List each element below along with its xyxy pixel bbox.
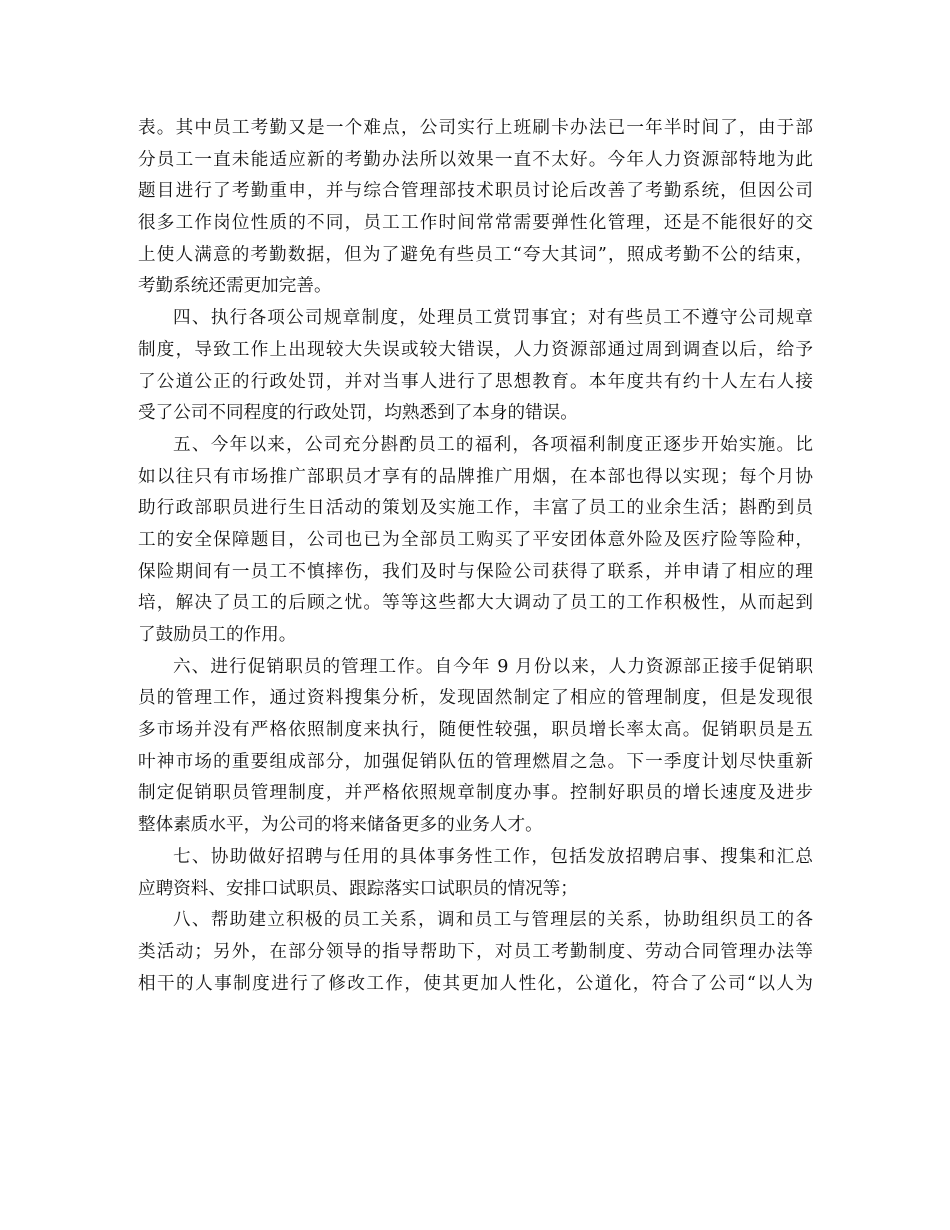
- document-body: [138, 113, 813, 1000]
- text-line: 应聘资料、安排口试职员、跟踪落实口试职员的情况等；: [138, 878, 578, 899]
- text-line: 很多工作岗位性质的不同，员工工作时间常常需要弹性化管理，还是不能很好的交: [138, 213, 813, 234]
- text-line: 如以往只有市场推广部职员才享有的品牌推广用烟，在本部也得以实现；每个月协: [138, 466, 813, 487]
- text-line: 培，解决了员工的后顾之忧。等等这些都大大调动了员工的工作积极性，从而起到: [138, 593, 813, 614]
- text-line: 七、协助做好招聘与任用的具体事务性工作，包括发放招聘启事、搜集和汇总: [173, 846, 813, 867]
- text-line: 多市场并没有严格依照制度来执行，随便性较强，职员增长率太高。促销职员是五: [138, 720, 813, 741]
- text-line: 整体素质水平，为公司的将来储备更多的业务人才。: [138, 815, 543, 836]
- paragraph-4-rules: [138, 303, 813, 430]
- text-line: 考勤系统还需更加完善。: [138, 276, 332, 297]
- text-line: 题目进行了考勤重申，并与综合管理部技术职员讨论后改善了考勤系统，但因公司: [138, 181, 813, 202]
- paragraph-6-promoters: [138, 652, 813, 842]
- paragraph-8-relations: [138, 905, 813, 1000]
- text-line: 上使人满意的考勤数据，但为了避免有些员工“夸大其词”，照成考勤不公的结束，: [138, 244, 813, 265]
- text-line: 类活动；另外，在部分领导的指导帮助下，对员工考勤制度、劳动合同管理办法等: [138, 941, 813, 962]
- text-line: 员的管理工作，通过资料搜集分析，发现固然制定了相应的管理制度，但是发现很: [138, 688, 813, 709]
- paragraph-5-welfare: [138, 430, 813, 652]
- text-line: 叶神市场的重要组成部分，加强促销队伍的管理燃眉之急。下一季度计划尽快重新: [138, 751, 813, 772]
- text-line: 了鼓励员工的作用。: [138, 625, 297, 645]
- text-line: 六、进行促销职员的管理工作。自今年 9 月份以来，人力资源部正接手促销职: [173, 656, 813, 677]
- paragraph-7-recruitment: [138, 842, 813, 905]
- text-line: 相干的人事制度进行了修改工作，使其更加人性化，公道化，符合了公司“以人为: [138, 973, 813, 994]
- text-line: 八、帮助建立积极的员工关系，调和员工与管理层的关系，协助组织员工的各: [173, 910, 813, 931]
- text-line: 保险期间有一员工不慎摔伤，我们及时与保险公司获得了联系，并申请了相应的理: [138, 561, 813, 582]
- text-line: 制定促销职员管理制度，并严格依照规章制度办事。控制好职员的增长速度及进步: [138, 783, 813, 804]
- text-line: 制度，导致工作上出现较大失误或较大错误，人力资源部通过周到调查以后，给予: [138, 339, 813, 360]
- text-line: 表。其中员工考勤又是一个难点，公司实行上班刷卡办法已一年半时间了，由于部: [138, 118, 813, 138]
- text-line: 受了公司不同程度的行政处罚，均熟悉到了本身的错误。: [138, 403, 578, 424]
- text-line: 五、今年以来，公司充分斟酌员工的福利，各项福利制度正逐步开始实施。比: [173, 434, 813, 455]
- paragraph-attendance: [138, 113, 813, 303]
- text-line: 四、执行各项公司规章制度，处理员工赏罚事宜；对有些员工不遵守公司规章: [173, 308, 813, 329]
- text-line: 工的安全保障题目，公司也已为全部员工购买了平安团体意外险及医疗险等险种，: [138, 529, 813, 550]
- text-line: 分员工一直未能适应新的考勤办法所以效果一直不太好。今年人力资源部特地为此: [138, 149, 813, 170]
- text-line: 了公道公正的行政处罚，并对当事人进行了思想教育。本年度共有约十人左右人接: [138, 371, 813, 392]
- text-line: 助行政部职员进行生日活动的策划及实施工作，丰富了员工的业余生活；斟酌到员: [138, 498, 813, 519]
